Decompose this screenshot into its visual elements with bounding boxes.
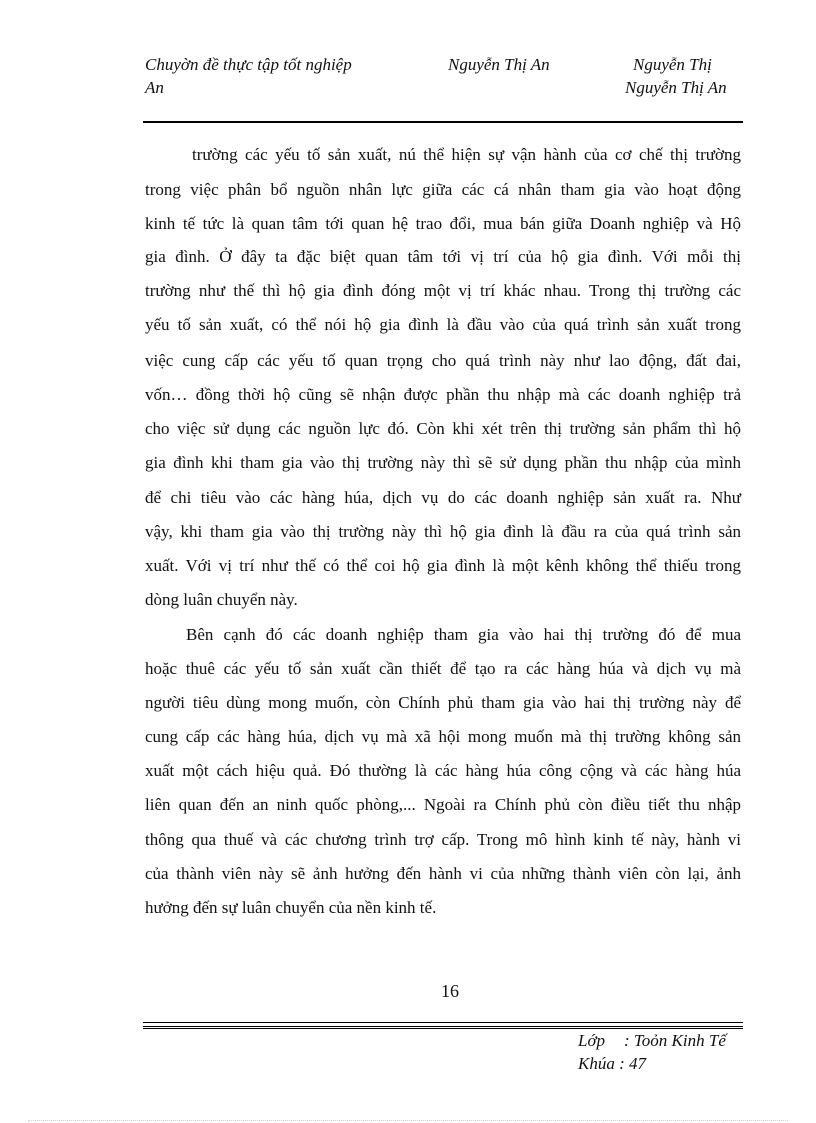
body-line: Bên cạnh đó các doanh nghiệp tham gia vào hai thị trường đó để mua — [186, 625, 741, 644]
body-line: hưởng đến sự luân chuyển của nền kinh tế. — [145, 898, 437, 917]
body-line: kinh tế tức là quan tâm tới quan hệ trao đổi, mua bán giữa Doanh nghiệp và Hộ — [145, 214, 741, 233]
body-line: dòng luân chuyển này. — [145, 590, 298, 609]
body-line: hoặc thuê các yếu tố sản xuất cần thiết để tạo ra các hàng húa và dịch vụ mà — [145, 659, 741, 678]
body-line: gia đình khi tham gia vào thị trường này thì sẽ sử dụng phần thu nhập của mình — [145, 453, 741, 472]
body-line: việc cung cấp các yếu tố quan trọng cho quá trình này như lao động, đất đai, — [145, 351, 741, 370]
page-edge-dotted-line — [28, 1120, 788, 1121]
body-line: liên quan đến an ninh quốc phòng,... Ngoài ra Chính phủ còn điều tiết thu nhập — [145, 795, 741, 814]
footer-double-rule — [143, 1026, 743, 1029]
header-left-line1: Chuyờn đề thực tập tốt nghiệp — [145, 55, 352, 74]
footer-rule — [143, 1022, 743, 1023]
header-center: Nguyễn Thị An — [448, 55, 550, 74]
body-line: cung cấp các hàng húa, dịch vụ mà xã hội mong muốn mà thị trường không sản — [145, 727, 741, 746]
body-line: gia đình. Ở đây ta đặc biệt quan tâm tới vị trí của hộ gia đình. Với mỗi thị — [145, 247, 741, 266]
body-line: thông qua thuế và các chương trình trợ cấp. Trong mô hình kinh tế này, hành vi — [145, 830, 741, 849]
body-line: trường như thế thì hộ gia đình đóng một vị trí khác nhau. Trong thị trường các — [145, 281, 741, 300]
body-line: trong việc phân bổ nguồn nhân lực giữa các cá nhân tham gia vào hoạt động — [145, 180, 741, 199]
body-line: người tiêu dùng mong muốn, còn Chính phủ tham gia vào hai thị trường này để — [145, 693, 741, 712]
header-left-line2: An — [145, 78, 164, 97]
footer-course: Khúa : 47 — [578, 1054, 646, 1073]
body-line: xuất một cách hiệu quả. Đó thường là các hàng húa công cộng và các hàng húa — [145, 761, 741, 780]
footer-class-label: Lớp — [578, 1031, 606, 1050]
body-line: vậy, khi tham gia vào thị trường này thì hộ gia đình là đầu ra của quá trình sản — [145, 522, 741, 541]
header-right-line2: Nguyễn Thị An — [625, 78, 727, 97]
body-line: yếu tố sản xuất, có thể nói hộ gia đình là đầu vào của quá trình sản xuất trong — [145, 315, 741, 334]
body-line: trường các yếu tố sản xuất, nú thể hiện sự vận hành của cơ chế thị trường — [192, 145, 741, 164]
body-line: của thành viên này sẽ ảnh hưởng đến hành vi của những thành viên còn lại, ảnh — [145, 864, 741, 883]
page-number: 16 — [441, 981, 459, 1001]
body-line: xuất. Với vị trí như thế có thể coi hộ gia đình là một kênh không thể thiếu trong — [145, 556, 741, 575]
body-line: để chi tiêu vào các hàng húa, dịch vụ do các doanh nghiệp sản xuất ra. Như — [145, 488, 741, 507]
header-right-line1: Nguyễn Thị — [633, 55, 712, 74]
body-line: vốn… đồng thời hộ cũng sẽ nhận được phần thu nhập mà các doanh nghiệp trả — [145, 385, 741, 404]
body-line: cho việc sử dụng các nguồn lực đó. Còn khi xét trên thị trường sản phẩm thì hộ — [145, 419, 741, 438]
header-rule — [143, 121, 743, 123]
footer-class-value: : Toỏn Kinh Tế — [624, 1031, 726, 1050]
